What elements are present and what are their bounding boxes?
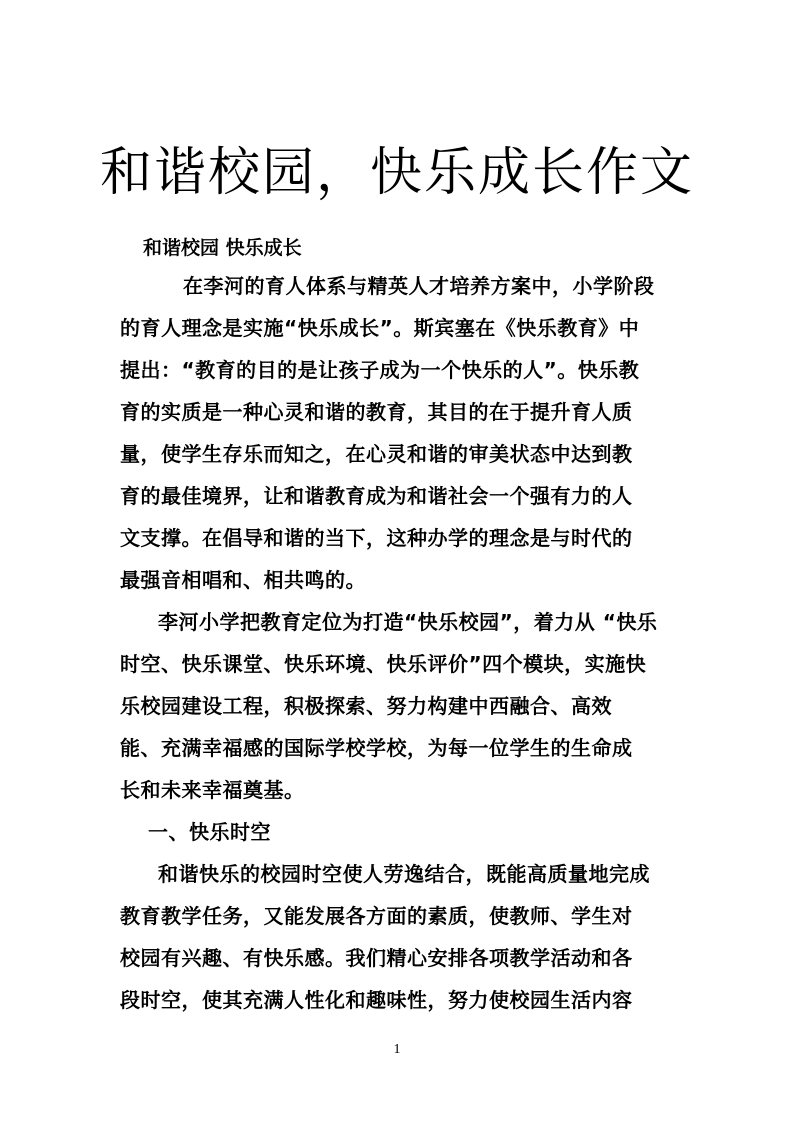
document-subtitle: 和谐校园 快乐成长 bbox=[143, 237, 302, 259]
text-line: 段时空，使其充满人性化和趣味性，努力使校园生活内容 bbox=[120, 988, 633, 1012]
text-line: 李河小学把教育定位为打造“快乐校园”，着力从 “快乐 bbox=[158, 610, 658, 634]
text-line: 时空、快乐课堂、快乐环境、快乐评价”四个模块，实施快 bbox=[120, 652, 647, 676]
text-line: 的育人理念是实施“快乐成长”。斯宾塞在《快乐教育》中 bbox=[120, 316, 640, 340]
text-line: 育的实质是一种心灵和谐的教育，其目的在于提升育人质 bbox=[120, 400, 633, 424]
text-line: 量，使学生存乐而知之，在心灵和谐的审美状态中达到教 bbox=[120, 442, 633, 466]
text-line: 长和未来幸福奠基。 bbox=[120, 778, 305, 802]
text-line: 提出：“教育的目的是让孩子成为一个快乐的人”。快乐教 bbox=[120, 358, 640, 382]
text-line: 和谐快乐的校园时空使人劳逸结合，既能高质量地完成 bbox=[158, 862, 650, 886]
text-line: 能、充满幸福感的国际学校学校，为每一位学生的生命成 bbox=[120, 736, 633, 760]
text-line: 校园有兴趣、有快乐感。我们精心安排各项教学活动和各 bbox=[120, 946, 633, 970]
text-line: 教育教学任务，又能发展各方面的素质，使教师、学生对 bbox=[120, 904, 633, 928]
text-line: 乐校园建设工程，积极探索、努力构建中西融合、高效 bbox=[120, 694, 612, 718]
text-line: 一、快乐时空 bbox=[148, 820, 271, 844]
text-line: 育的最佳境界，让和谐教育成为和谐社会一个强有力的人 bbox=[120, 484, 633, 508]
text-line: 在李河的育人体系与精英人才培养方案中，小学阶段 bbox=[183, 274, 655, 298]
text-line: 文支撑。在倡导和谐的当下，这种办学的理念是与时代的 bbox=[120, 526, 633, 550]
document-title: 和谐校园，快乐成长作文 bbox=[99, 143, 694, 203]
text-line: 最强音相唱和、相共鸣的。 bbox=[120, 568, 366, 592]
page-number: 1 bbox=[393, 1042, 401, 1057]
